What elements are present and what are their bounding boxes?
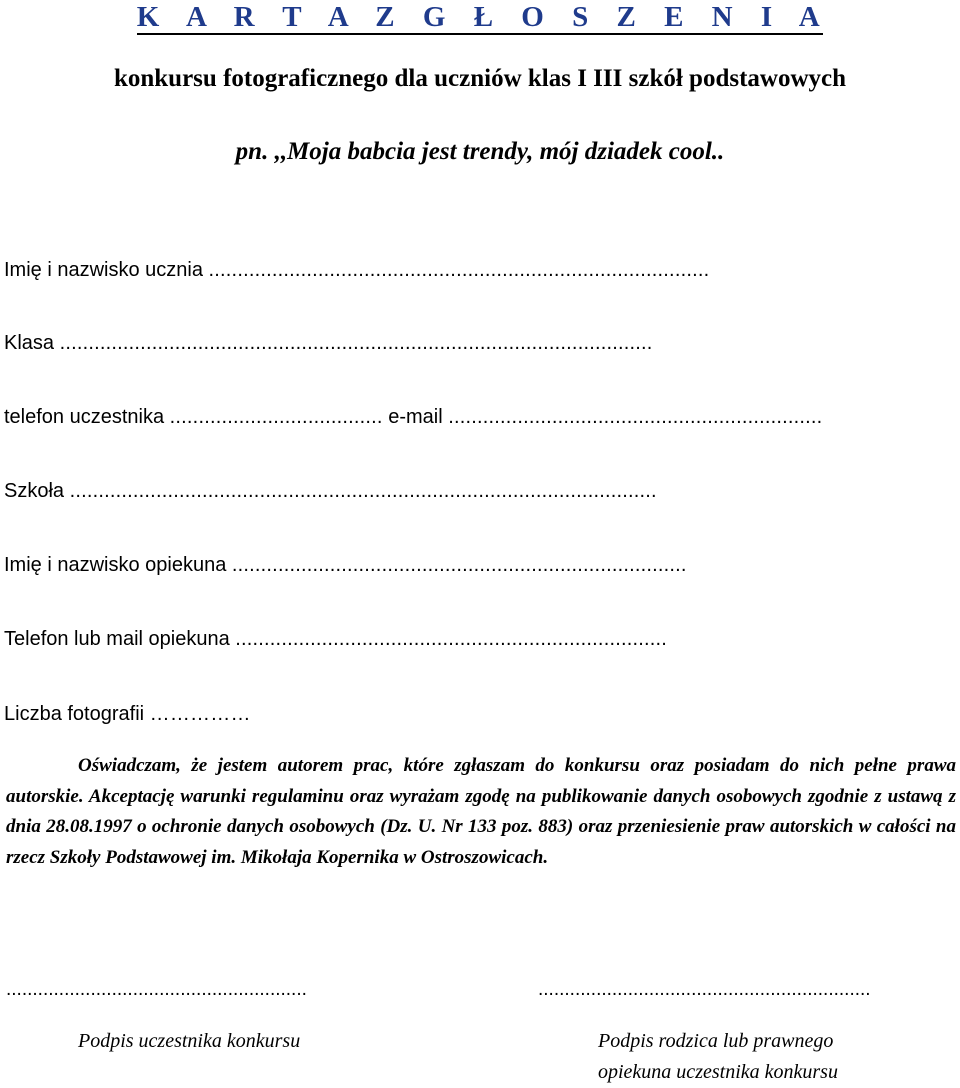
- school-label: Szkoła: [4, 480, 70, 502]
- school-field[interactable]: [4, 479, 657, 503]
- contact-field-row: [4, 405, 822, 429]
- class-field[interactable]: [4, 331, 653, 355]
- class-label: Klasa: [4, 332, 60, 354]
- email-label: e-mail: [382, 406, 449, 428]
- contest-name: pn. ,,Moja babcia jest trendy, mój dziadek cool..: [235, 138, 725, 165]
- form-title-text: K A R T A Z G Ł O S Z E N I A: [136, 1, 824, 33]
- class-dots[interactable]: .......................................................................................................: [59, 332, 653, 354]
- student-name-field[interactable]: [4, 258, 709, 282]
- guardian-name-dots[interactable]: ...............................................................................: [231, 554, 687, 576]
- student-phone-label: telefon uczestnika: [4, 406, 170, 428]
- participant-signature-line[interactable]: .........................................................: [6, 979, 307, 1000]
- declaration-text: Oświadczam, że jestem autorem prac, które zgłaszam do konkursu oraz posiadam do nich pełne prawa autorskie. Akceptację warunki regulaminu oraz wyrażam zgodę na publikowanie danych osobowych zgodnie z ustawą z dnia 28.08.1997 o ochronie danych osobowych (Dz. U. Nr 133 poz. 883) oraz przeniesienie praw autorskich w całości na rzecz Szkoły Podstawowej im. Mikołaja Kopernika w Ostroszowicach.: [6, 755, 956, 868]
- form-title: [0, 0, 960, 35]
- email-dots[interactable]: .................................................................: [448, 406, 823, 428]
- school-dots[interactable]: ......................................................................................................: [69, 480, 657, 502]
- guardian-signature-line[interactable]: ...............................................................: [538, 979, 871, 1000]
- guardian-contact-label: Telefon lub mail opiekuna: [4, 628, 236, 650]
- student-name-label: Imię i nazwisko ucznia: [4, 259, 209, 281]
- contest-subtitle: konkursu fotograficznego dla uczniów klas I III szkół podstawowych: [113, 65, 847, 92]
- photo-count-dots[interactable]: ……………: [149, 703, 251, 725]
- declaration-paragraph: [6, 751, 956, 873]
- participant-signature-label: Podpis uczestnika konkursu: [78, 1030, 301, 1052]
- guardian-contact-dots[interactable]: ...........................................................................: [235, 628, 668, 650]
- guardian-name-label: Imię i nazwisko opiekuna: [4, 554, 232, 576]
- guardian-signature-label-line1: Podpis rodzica lub prawnego: [598, 1030, 834, 1052]
- student-phone-dots[interactable]: .....................................: [169, 406, 383, 428]
- student-name-dots[interactable]: .......................................................................................: [208, 259, 710, 281]
- guardian-contact-field[interactable]: [4, 627, 667, 651]
- guardian-signature-label-line2: opiekuna uczestnika konkursu: [598, 1061, 838, 1083]
- photo-count-label: Liczba fotografii: [4, 703, 150, 725]
- photo-count-field[interactable]: [4, 702, 251, 726]
- guardian-name-field[interactable]: [4, 553, 687, 577]
